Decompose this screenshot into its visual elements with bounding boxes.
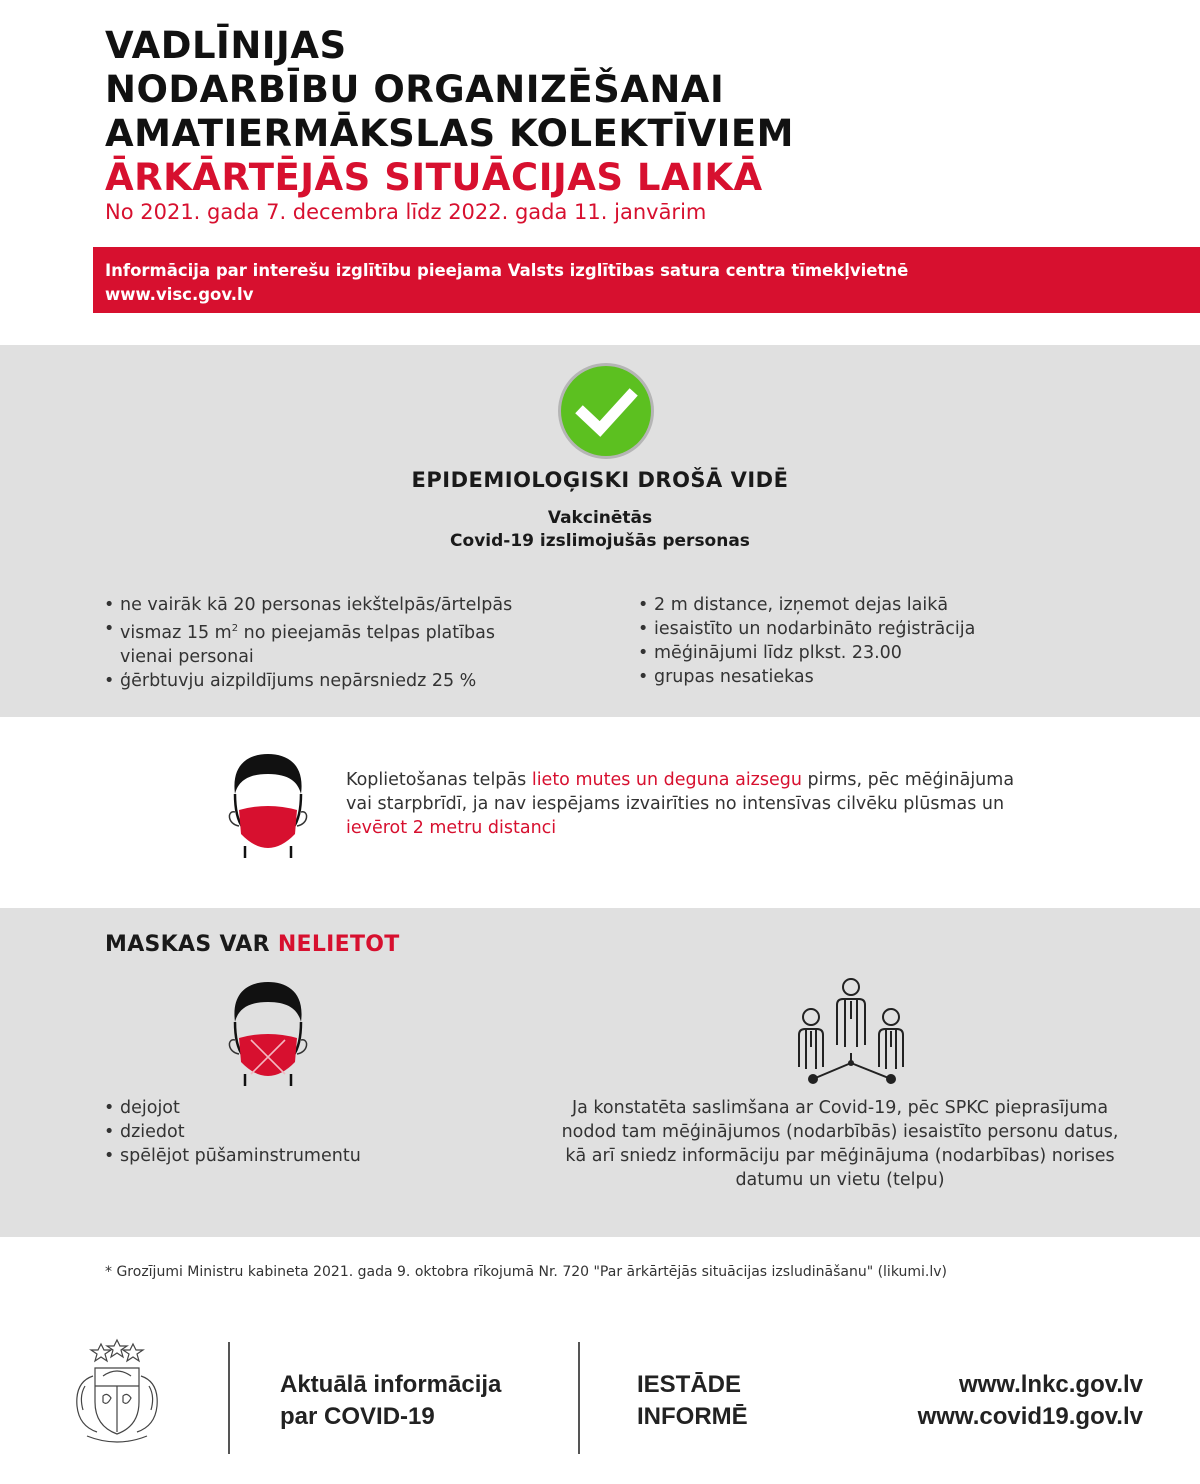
list-item — [104, 617, 512, 645]
mask-face-icon — [225, 750, 311, 862]
area-suffix: no pieejamās telpas platības — [238, 622, 495, 643]
safe-rules-left — [104, 593, 512, 693]
footer-actual-line-2: par COVID-19 — [280, 1403, 435, 1430]
info-banner — [93, 247, 1200, 313]
date-range: No 2021. gada 7. decembra līdz 2022. gada 11. janvārim — [105, 200, 707, 224]
footer-actual-info — [280, 1369, 501, 1433]
list-item: • grupas nesatiekas — [638, 665, 975, 689]
info-banner-text: Informācija par interešu izglītību pieejama Valsts izglītības satura centra tīmekļvietnē — [105, 261, 909, 280]
list-item: • spēlējot pūšaminstrumentu — [104, 1144, 361, 1168]
list-item: • dziedot — [104, 1120, 361, 1144]
footer-link-covid19[interactable]: www.covid19.gov.lv — [917, 1403, 1143, 1430]
mask-rule-part-3: pirms, pēc mēģinājuma — [801, 770, 1015, 790]
no-mask-face-icon — [225, 978, 311, 1090]
title-line-2: NODARBĪBU ORGANIZĒŠANAI — [105, 68, 725, 111]
mask-rule-part-1: Koplietošanas telpās — [346, 770, 532, 790]
footer-institution — [637, 1369, 748, 1433]
spkc-info-text — [530, 1096, 1150, 1192]
group-recovered: Covid-19 izslimojušās personas — [450, 531, 750, 551]
info-banner-link[interactable]: www.visc.gov.lv — [105, 285, 254, 304]
list-item: • ģērbtuvju aizpildījums nepārsniedz 25 % — [104, 669, 512, 693]
footnote: * Grozījumi Ministru kabineta 2021. gada 9. oktobra rīkojumā Nr. 720 "Par ārkārtējās situācijas izsludināšanu" (likumi.lv) — [105, 1264, 947, 1280]
list-item: • mēģinājumi līdz plkst. 23.00 — [638, 641, 975, 665]
title-line-1: VADLĪNIJAS — [105, 24, 347, 67]
footer-link-lnkc[interactable]: www.lnkc.gov.lv — [958, 1371, 1143, 1398]
footer-divider-2 — [578, 1342, 580, 1454]
no-mask-heading-black: MASKAS VAR — [105, 932, 278, 957]
safe-environment-heading: EPIDEMIOLOĢISKI DROŠĀ VIDĒ — [411, 468, 789, 492]
list-item: • 2 m distance, izņemot dejas laikā — [638, 593, 975, 617]
title-line-3: AMATIERMĀKSLAS KOLEKTĪVIEM — [105, 112, 794, 155]
spkc-line-4: datumu un vietu (telpu) — [735, 1170, 945, 1190]
no-mask-heading-red: NELIETOT — [277, 932, 400, 957]
mask-rule-line-1 — [346, 768, 1014, 792]
mask-rule-line-2: vai starpbrīdī, ja nav iespējams izvairīties no intensīvas cilvēku plūsmas un — [346, 794, 1005, 814]
area-continuation: vienai personai — [120, 646, 254, 667]
spkc-line-2: nodod tam mēģinājumos (nodarbībās) iesaistīto personu datus, — [561, 1122, 1119, 1142]
area-superscript: 2 — [231, 623, 239, 634]
footer-links — [918, 1369, 1143, 1433]
mask-rule-text — [346, 768, 1014, 840]
list-item: • dejojot — [104, 1096, 361, 1120]
list-item: • iesaistīto un nodarbināto reģistrācija — [638, 617, 975, 641]
spkc-line-1: Ja konstatēta saslimšana ar Covid-19, pēc SPKC pieprasījuma — [571, 1098, 1109, 1118]
mask-rule-highlight-1: lieto mutes un deguna aizsegu — [531, 770, 802, 790]
title-highlight: ĀRKĀRTĒJĀS SITUĀCIJAS LAIKĀ — [105, 156, 763, 199]
mask-rule-highlight-2: ievērot 2 metru distanci — [346, 818, 557, 838]
spkc-line-3: kā arī sniedz informāciju par mēģinājuma (nodarbības) norises — [565, 1146, 1115, 1166]
coat-of-arms-icon — [57, 1336, 177, 1448]
footer-iestade-line-2: INFORMĒ — [637, 1403, 748, 1430]
footer-divider-1 — [228, 1342, 230, 1454]
safe-rules-right — [638, 593, 975, 689]
page-title — [105, 24, 794, 200]
footer-iestade-line-1: IESTĀDE — [637, 1371, 742, 1398]
no-mask-list — [104, 1096, 361, 1168]
check-icon — [558, 363, 654, 459]
people-network-icon — [793, 975, 913, 1087]
no-mask-heading — [105, 932, 400, 957]
footer-actual-line-1: Aktuālā informācija — [280, 1371, 502, 1398]
area-prefix: vismaz 15 m — [120, 622, 232, 643]
list-item: • ne vairāk kā 20 personas iekštelpās/ārtelpās — [104, 593, 512, 617]
group-vaccinated: Vakcinētās — [547, 508, 653, 528]
